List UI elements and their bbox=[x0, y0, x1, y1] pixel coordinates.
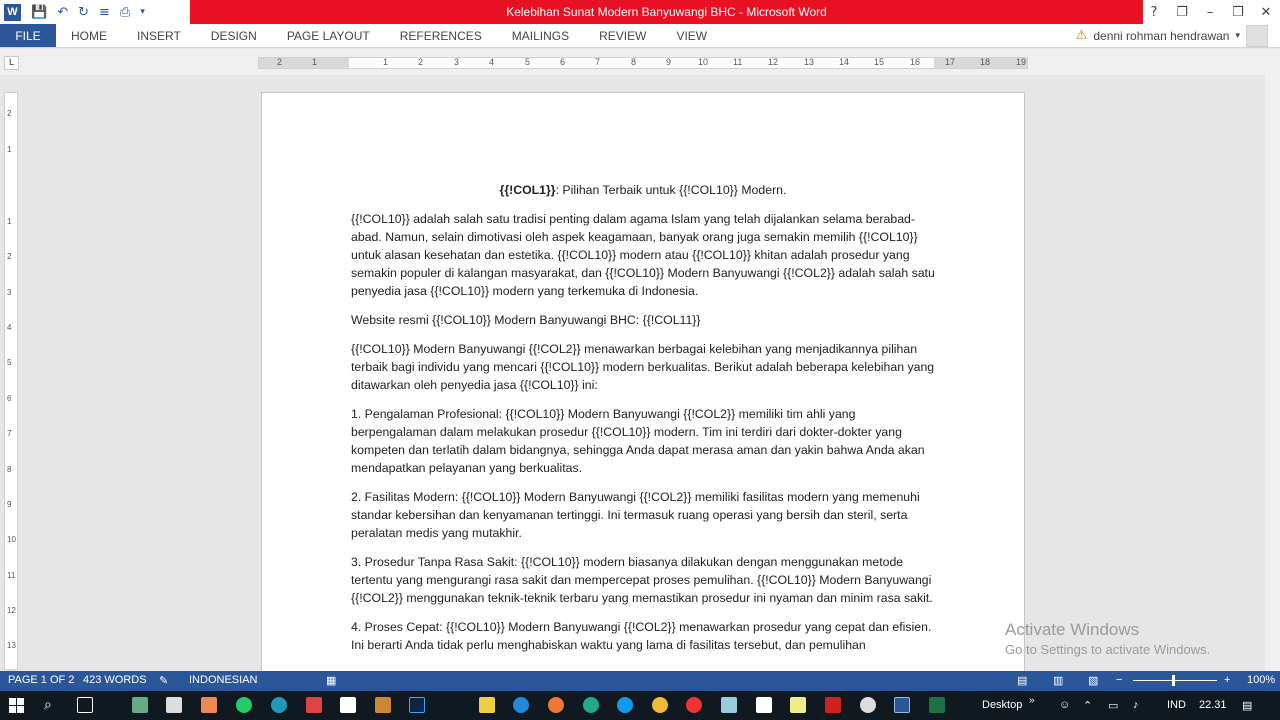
ruler-number: 10 bbox=[7, 535, 16, 544]
vertical-ruler[interactable] bbox=[4, 92, 18, 670]
file-explorer-icon[interactable] bbox=[479, 697, 495, 713]
ribbon-tab-list bbox=[56, 24, 722, 47]
ruler-number: 5 bbox=[525, 57, 531, 67]
minimize-button[interactable]: – bbox=[1206, 4, 1214, 20]
ruler-number: 14 bbox=[839, 57, 850, 67]
ruler-number: 2 bbox=[277, 57, 283, 67]
ribbon-display-button[interactable]: ❐ bbox=[1176, 4, 1188, 20]
undo-icon[interactable]: ↶ bbox=[57, 4, 69, 20]
tab-file[interactable]: FILE bbox=[0, 24, 56, 47]
vertical-scrollbar[interactable] bbox=[1265, 75, 1280, 672]
zoom-out-icon[interactable]: − bbox=[1116, 674, 1123, 686]
ruler-number: 1 bbox=[383, 57, 389, 67]
title-placeholder: {{!COL1}} bbox=[499, 183, 556, 197]
windows-start-icon[interactable] bbox=[9, 698, 25, 714]
network-icon[interactable]: ▭ bbox=[1108, 700, 1119, 712]
tab-design[interactable]: DESIGN bbox=[210, 28, 257, 43]
chevron-right-icon[interactable]: » bbox=[1029, 695, 1035, 706]
volume-icon[interactable]: ♪ bbox=[1133, 699, 1139, 711]
paragraph: Website resmi {{!COL10}} Modern Banyuwangi BHC: {{!COL11}} bbox=[351, 313, 701, 327]
paragraph: 4. Proses Cepat: {{!COL10}} Modern Banyuwangi {{!COL2}} menawarkan prosedur yang cepat dan efisien. Ini berarti Anda tidak perlu menghabiskan waktu yang lama di fasilitas tersebut, dan pemulihan bbox=[351, 620, 932, 652]
help-button[interactable]: ? bbox=[1150, 4, 1158, 20]
chevron-down-icon: ▾ bbox=[1235, 30, 1240, 40]
web-layout-icon[interactable]: ▧ bbox=[1088, 675, 1099, 687]
word-taskbar-icon[interactable] bbox=[894, 697, 910, 713]
ruler-number: 10 bbox=[698, 57, 709, 67]
ruler-number: 13 bbox=[804, 57, 815, 67]
ruler-number: 8 bbox=[7, 465, 12, 474]
excel-icon[interactable] bbox=[929, 697, 945, 713]
ruler-number: 5 bbox=[7, 358, 12, 367]
paragraph-icon[interactable]: ≡ bbox=[99, 4, 110, 20]
ruler-number: 2 bbox=[7, 109, 12, 118]
user-name: denni rohman hendrawan bbox=[1093, 28, 1230, 43]
ruler-number: 1 bbox=[7, 217, 12, 226]
cloud-icon[interactable] bbox=[513, 697, 529, 713]
ruler-left-margin bbox=[259, 58, 349, 68]
proofing-icon[interactable]: ✎ bbox=[159, 675, 169, 687]
page-count[interactable]: PAGE 1 OF 2 bbox=[8, 674, 75, 686]
avatar bbox=[1246, 25, 1268, 47]
app-icon[interactable] bbox=[306, 697, 322, 713]
ruler-number: 12 bbox=[7, 606, 16, 615]
ruler-number: 11 bbox=[733, 57, 743, 67]
watermark-line2: Go to Settings to activate Windows. bbox=[1005, 642, 1211, 657]
notification-icon[interactable]: ▤ bbox=[1242, 700, 1253, 712]
paragraph: 2. Fasilitas Modern: {{!COL10}} Modern Banyuwangi {{!COL2}} memiliki fasilitas modern yang memenuhi standar kebersihan dan kenyamanan tertinggi. Ini termasuk ruang operasi yang bersih dan steril, serta peralatan medis yang mutakhir. bbox=[351, 490, 920, 540]
desktop-toolbar[interactable]: Desktop bbox=[982, 699, 1023, 711]
ruler-number: 2 bbox=[418, 57, 424, 67]
save-icon[interactable]: 💾 bbox=[31, 4, 48, 20]
tab-mailings[interactable]: MAILINGS bbox=[511, 28, 570, 43]
ruler-number: 3 bbox=[7, 288, 12, 297]
filezilla-icon[interactable] bbox=[825, 697, 841, 713]
tab-home[interactable]: HOME bbox=[71, 28, 107, 43]
paragraph: {{!COL10}} Modern Banyuwangi {{!COL2}} menawarkan berbagai kelebihan yang menjadikannya pilihan terbaik bagi individu yang mencari {{!COL10}} modern berkualitas. Berikut adalah beberapa kelebihan yang ditawarkan oleh penyedia jasa {{!COL10}} ini: bbox=[351, 342, 935, 392]
clock[interactable]: 22.31 bbox=[1199, 699, 1227, 711]
macro-icon[interactable]: ▦ bbox=[326, 675, 337, 687]
ruler-number: 1 bbox=[312, 57, 318, 67]
zoom-slider-thumb[interactable] bbox=[1172, 675, 1175, 686]
document-area[interactable] bbox=[20, 75, 1265, 672]
word-app-icon[interactable]: W bbox=[4, 4, 21, 21]
ruler-number: 19 bbox=[1016, 57, 1027, 67]
ruler-number: 7 bbox=[7, 429, 12, 438]
ruler-number: 16 bbox=[910, 57, 921, 67]
word-count[interactable]: 423 WORDS bbox=[83, 674, 147, 686]
ruler-number: 9 bbox=[666, 57, 672, 67]
tab-view[interactable]: VIEW bbox=[676, 28, 708, 43]
tab-insert[interactable]: INSERT bbox=[137, 28, 181, 43]
ruler-bar bbox=[0, 49, 1280, 75]
ruler-number: 8 bbox=[631, 57, 637, 67]
window-controls bbox=[1140, 0, 1280, 24]
app-icon[interactable] bbox=[375, 697, 391, 713]
customize-toolbar-icon[interactable]: ▾ bbox=[140, 7, 145, 17]
ruler-number: 4 bbox=[489, 57, 495, 67]
zoom-in-icon[interactable]: + bbox=[1224, 674, 1231, 686]
app-icon[interactable] bbox=[201, 697, 217, 713]
input-language[interactable]: IND bbox=[1167, 699, 1186, 711]
activate-windows-watermark bbox=[1005, 620, 1210, 657]
document-page[interactable] bbox=[261, 92, 1025, 672]
status-bar bbox=[0, 671, 1280, 691]
ruler-number: 18 bbox=[980, 57, 991, 67]
ruler-number: 11 bbox=[7, 571, 16, 580]
redo-icon[interactable]: ↻ bbox=[78, 4, 89, 20]
app-icon[interactable] bbox=[860, 697, 876, 713]
ruler-number: 13 bbox=[7, 641, 16, 650]
app-icon[interactable] bbox=[756, 697, 772, 713]
zoom-slider[interactable] bbox=[1133, 680, 1217, 681]
quick-access-toolbar bbox=[4, 0, 145, 24]
firefox-icon[interactable] bbox=[548, 697, 564, 713]
zoom-level[interactable]: 100% bbox=[1247, 674, 1276, 686]
edge-icon[interactable] bbox=[617, 697, 633, 713]
telegram-icon[interactable] bbox=[271, 697, 287, 713]
window-title: Kelebihan Sunat Modern Banyuwangi BHC - Microsoft Word bbox=[190, 0, 1143, 24]
ruler-number: 12 bbox=[768, 57, 779, 67]
ribbon-tabs bbox=[0, 24, 1280, 48]
tab-references[interactable]: REFERENCES bbox=[399, 28, 482, 43]
whatsapp-icon[interactable] bbox=[236, 697, 252, 713]
file-icon[interactable] bbox=[340, 697, 356, 713]
app-icon[interactable] bbox=[166, 697, 182, 713]
close-button[interactable]: ✕ bbox=[1260, 4, 1272, 20]
photoshop-icon[interactable] bbox=[409, 697, 425, 713]
tab-review[interactable]: REVIEW bbox=[599, 28, 647, 43]
title-bar bbox=[0, 0, 1280, 24]
app-icon[interactable] bbox=[132, 697, 148, 713]
warning-icon: ⚠ bbox=[1075, 28, 1088, 43]
ruler-number: 2 bbox=[7, 252, 12, 261]
paragraph: 1. Pengalaman Profesional: {{!COL10}} Modern Banyuwangi {{!COL2}} memiliki tim ahli yang berpengalaman dalam melakukan prosedur {{!COL10}} modern. Tim ini terdiri dari dokter-dokter yang kompeten dan terlatih dalam bidangnya, sehingga Anda dapat merasa aman dan yakin bahwa Anda akan mendapatkan pelayanan yang berkualitas. bbox=[351, 407, 925, 475]
notes-icon[interactable] bbox=[790, 697, 806, 713]
title-text: : Pilihan Terbaik untuk {{!COL10}} Modern. bbox=[555, 183, 787, 197]
restore-button[interactable]: ❒ bbox=[1232, 4, 1244, 20]
paragraph: {{!COL10}} adalah salah satu tradisi penting dalam agama Islam yang telah dijalankan selama berabad-abad. Namun, selain dimotivasi oleh aspek keagamaan, banyak orang juga semakin memilih {{!COL10}} untuk alasan kesehatan dan estetika. {{!COL10}} modern atau {{!COL10}} khitan adalah prosedur yang semakin populer di kalangan masyarakat, dan {{!COL10}} Modern Banyuwangi {{!COL2}} adalah salah satu penyedia jasa {{!COL10}} modern yang terkemuka di Indonesia. bbox=[351, 212, 935, 298]
ruler-number: 3 bbox=[454, 57, 460, 67]
ruler-number: 4 bbox=[7, 323, 12, 332]
people-icon[interactable]: ☺ bbox=[1059, 699, 1071, 711]
ruler-number: 17 bbox=[945, 57, 956, 67]
chrome-icon[interactable] bbox=[652, 697, 668, 713]
search-icon[interactable]: ⌕ bbox=[44, 696, 52, 712]
tab-selector[interactable]: L bbox=[4, 56, 19, 70]
taskbar bbox=[0, 691, 1280, 720]
app-icon[interactable] bbox=[721, 697, 737, 713]
ruler-number: 7 bbox=[595, 57, 601, 67]
language-indicator[interactable]: INDONESIAN bbox=[189, 674, 258, 686]
ruler-number: 9 bbox=[7, 500, 12, 509]
ruler-number: 6 bbox=[7, 394, 12, 403]
ruler-number: 15 bbox=[874, 57, 885, 67]
ruler-number: 1 bbox=[7, 145, 12, 154]
watermark-line1: Activate Windows bbox=[1005, 620, 1140, 639]
chevron-up-icon[interactable]: ⌃ bbox=[1083, 700, 1093, 712]
ruler-number: 6 bbox=[560, 57, 566, 67]
paragraph: 3. Prosedur Tanpa Rasa Sakit: {{!COL10}} modern biasanya dilakukan dengan menggunakan metode tertentu yang mengurangi rasa sakit dan mempercepat proses pemulihan. {{!COL10}} Modern Banyuwangi {{!COL2}} menggunakan teknik-teknik terbaru yang memastikan prosedur ini nyaman dan minim rasa sakit. bbox=[351, 555, 933, 605]
print-layout-icon[interactable]: ▥ bbox=[1053, 675, 1064, 687]
browser-icon[interactable] bbox=[583, 697, 599, 713]
horizontal-ruler[interactable] bbox=[258, 57, 1028, 69]
document-content[interactable] bbox=[351, 181, 935, 665]
app-icon[interactable] bbox=[686, 697, 702, 713]
task-view-icon[interactable] bbox=[77, 697, 93, 713]
read-mode-icon[interactable]: ▤ bbox=[1017, 675, 1028, 687]
print-preview-icon[interactable]: ⎙ bbox=[119, 4, 131, 20]
tab-page-layout[interactable]: PAGE LAYOUT bbox=[286, 28, 370, 43]
document-title bbox=[351, 181, 935, 199]
user-account[interactable] bbox=[1076, 24, 1268, 47]
